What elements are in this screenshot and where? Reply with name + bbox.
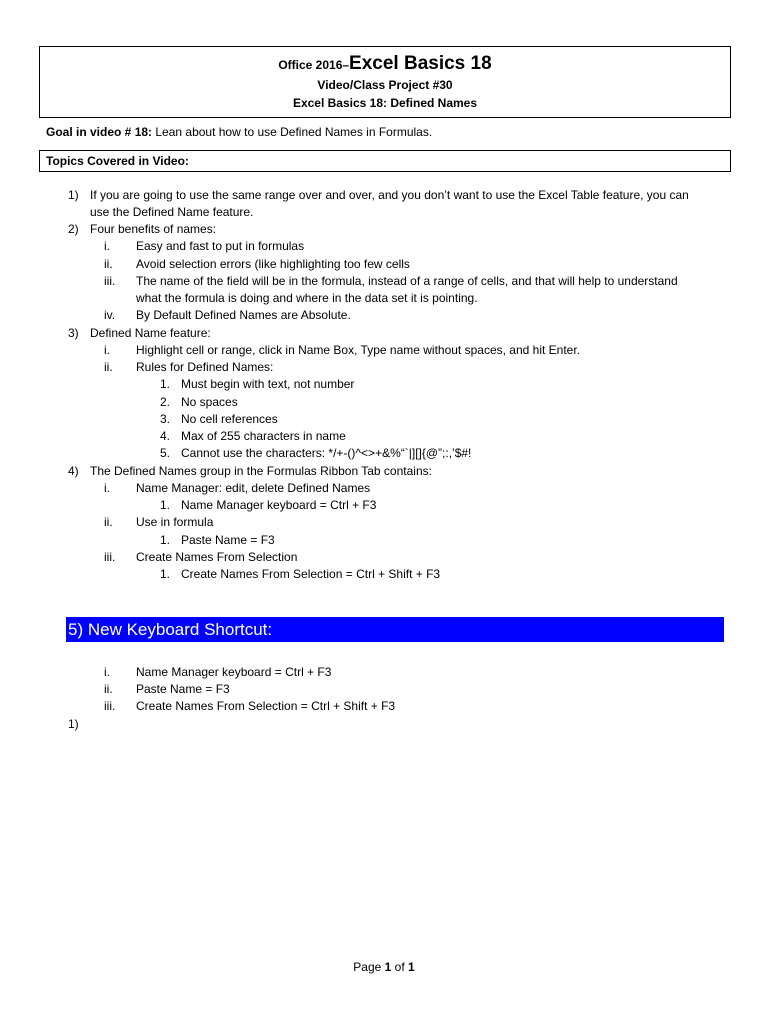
list-item-text: Four benefits of names:: [90, 222, 217, 236]
list-item-text: Max of 255 characters in name: [181, 429, 346, 443]
topics-box: Topics Covered in Video:: [39, 150, 731, 172]
list-item-text: Paste Name = F3: [136, 682, 230, 696]
list-item-number: ii.: [104, 360, 113, 374]
goal-line: [46, 125, 432, 139]
list-item-text: If you are going to use the same range over and over, and you don’t want to use the Excel Table feature, you can: [90, 188, 689, 202]
footer-of: of: [391, 960, 409, 974]
list-item-text: Avoid selection errors (like highlighting too few cells: [136, 257, 410, 271]
list-item-number: 3.: [160, 412, 171, 426]
list-item-number: iii.: [104, 699, 116, 713]
list-item-number: 1.: [160, 567, 171, 581]
list-item-text: Create Names From Selection = Ctrl + Shift + F3: [136, 699, 396, 713]
list-item-text: By Default Defined Names are Absolute.: [136, 308, 351, 322]
list-item-number: i.: [104, 343, 110, 357]
list-item-number: i.: [104, 239, 110, 253]
doc-title: Excel Basics 18: [349, 53, 492, 74]
footer-current-page: 1: [384, 960, 392, 974]
list-item-text: Defined Name feature:: [90, 326, 211, 340]
list-item-text: Must begin with text, not number: [181, 377, 355, 391]
list-item-text: The name of the field will be in the formula, instead of a range of cells, and that will help to understand: [136, 274, 678, 288]
list-item-number: 5.: [160, 446, 171, 460]
list-item-number: ii.: [104, 515, 113, 529]
list-item-number: 2.: [160, 395, 171, 409]
page-footer: [0, 960, 768, 974]
list-item-text: Create Names From Selection = Ctrl + Shift + F3: [181, 567, 441, 581]
goal-text: Lean about how to use Defined Names in Formulas.: [152, 125, 433, 139]
shortcut-banner: 5) New Keyboard Shortcut:: [66, 617, 724, 642]
office-label: Office 2016–: [278, 58, 350, 72]
list-item-number: 1): [68, 188, 79, 202]
list-item-text: Use in formula: [136, 515, 214, 529]
list-item-number: ii.: [104, 682, 113, 696]
list-item-number: iii.: [104, 274, 116, 288]
list-item-text: Name Manager keyboard = Ctrl + F3: [181, 498, 377, 512]
list-item-number: iv.: [104, 308, 116, 322]
list-item-text: Paste Name = F3: [181, 533, 275, 547]
list-item-text: No spaces: [181, 395, 238, 409]
goal-label: Goal in video # 18:: [46, 125, 153, 139]
list-item-number: ii.: [104, 257, 113, 271]
document-header: [39, 46, 731, 118]
list-item-text: No cell references: [181, 412, 278, 426]
list-item-number: 2): [68, 222, 79, 236]
list-item-number: 1): [68, 717, 79, 731]
list-item-number: 4): [68, 464, 79, 478]
footer-total-pages: 1: [408, 960, 415, 974]
footer-page-label: Page: [353, 960, 385, 974]
list-item-text: Cannot use the characters: */+-()^<>+&%“`|][]{@”;:,’$#!: [181, 446, 472, 460]
list-item-number: 1.: [160, 377, 171, 391]
header-title-line: [40, 52, 730, 76]
list-item-text: what the formula is doing and where in the data set it is pointing.: [136, 291, 478, 305]
list-item-text: Name Manager keyboard = Ctrl + F3: [136, 665, 332, 679]
list-item-text: Rules for Defined Names:: [136, 360, 274, 374]
list-item-text: Easy and fast to put in formulas: [136, 239, 305, 253]
list-item-text: Name Manager: edit, delete Defined Names: [136, 481, 371, 495]
list-item-number: 1.: [160, 533, 171, 547]
list-item-number: iii.: [104, 550, 116, 564]
project-line: Video/Class Project #30: [317, 78, 453, 92]
list-item-text: The Defined Names group in the Formulas Ribbon Tab contains:: [90, 464, 432, 478]
list-item-number: 3): [68, 326, 79, 340]
list-item-text: Create Names From Selection: [136, 550, 298, 564]
list-item-text: Highlight cell or range, click in Name Box, Type name without spaces, and hit Enter.: [136, 343, 581, 357]
list-item-number: i.: [104, 481, 110, 495]
list-item-text: use the Defined Name feature.: [90, 205, 254, 219]
subtitle-line: Excel Basics 18: Defined Names: [292, 96, 478, 110]
list-item-number: 4.: [160, 429, 171, 443]
list-item-number: i.: [104, 665, 110, 679]
list-item-number: 1.: [160, 498, 171, 512]
